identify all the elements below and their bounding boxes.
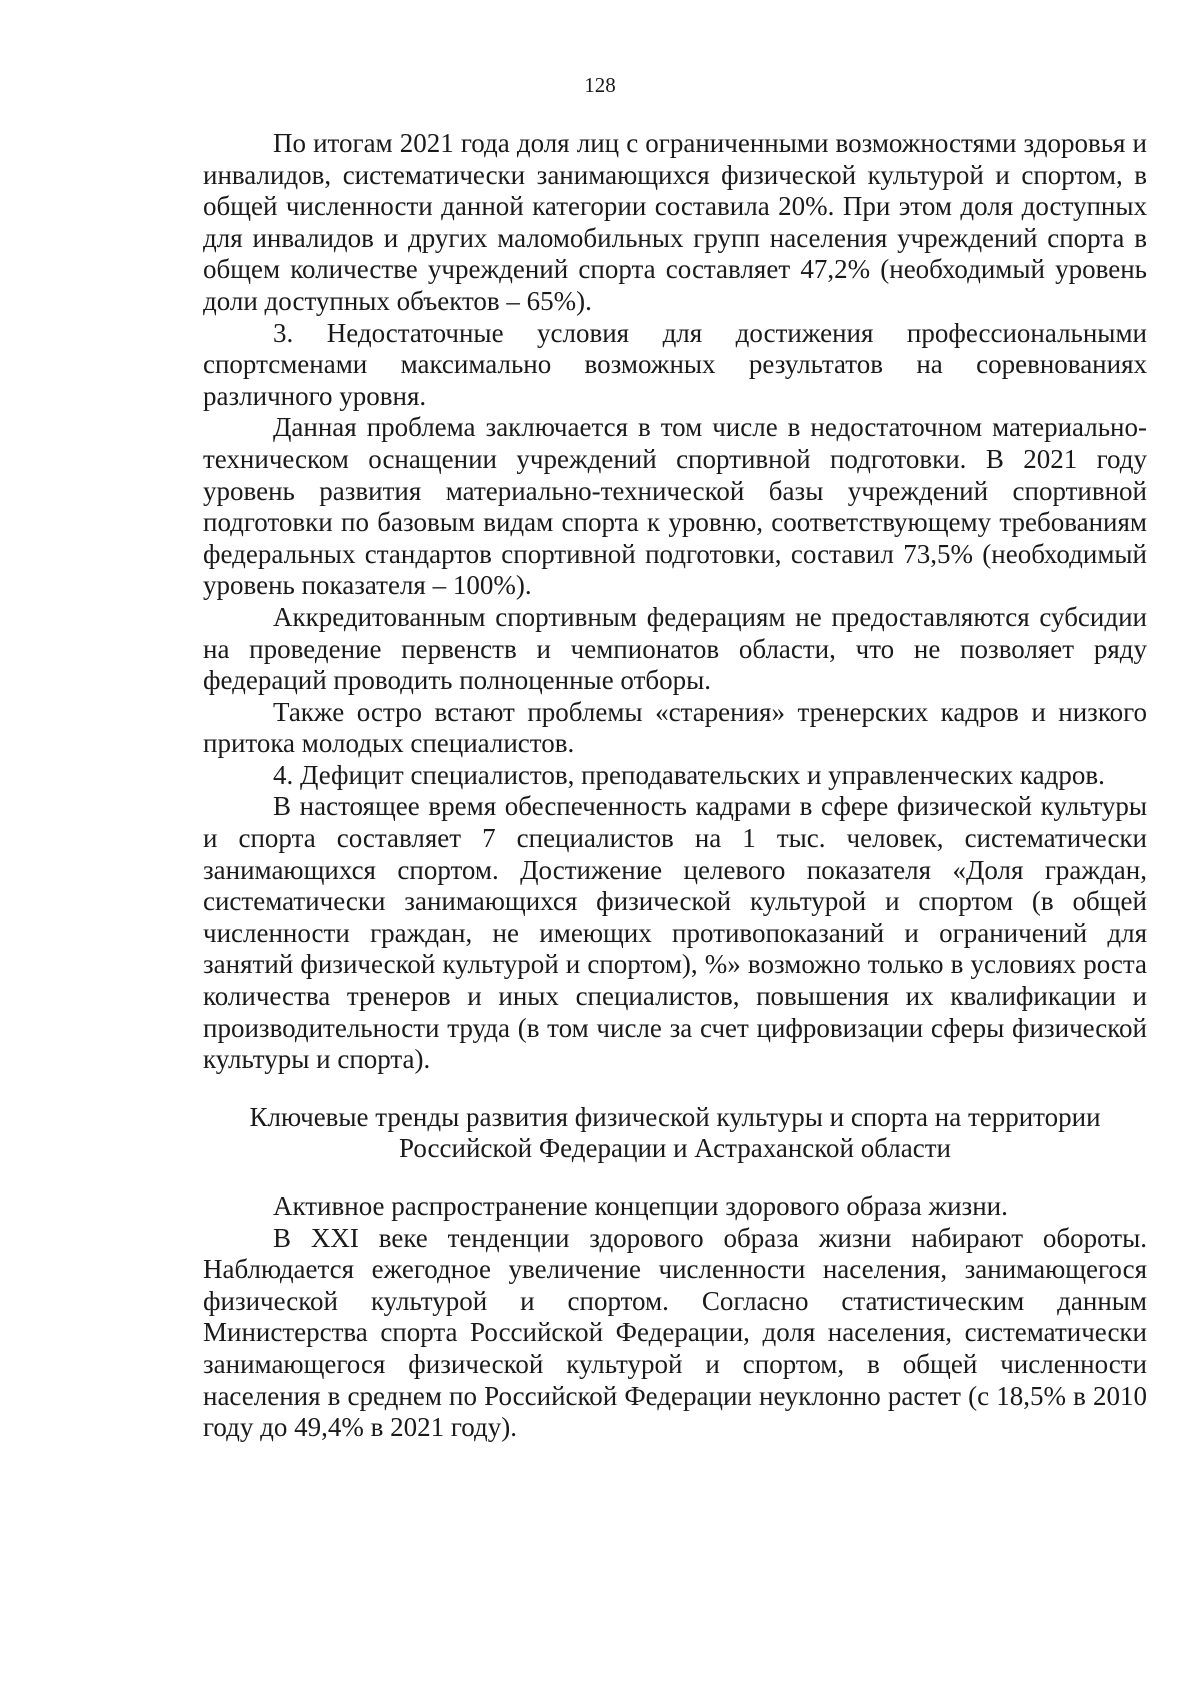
paragraph-healthy-lifestyle-title: Активное распространение концепции здорового образа жизни. <box>273 1191 1008 1221</box>
paragraph-material-base: Данная проблема заключается в том числе в недостаточном материально-техническом оснащении учреждений спортивной подготовки. В 2021 году уровень развития материально-технической базы учреждений спортивной подготовки по базовым видам спорта к уровню, соответствующему требованиям федеральных стандартов спортивной подготовки, составил 73,5% (необходимый уровень показателя – 100%). <box>203 412 1147 601</box>
page-body <box>203 128 1147 1444</box>
section-heading-line-2: Российской Федерации и Астраханской области <box>399 1133 951 1164</box>
paragraph-healthy-lifestyle-trend: В XXI веке тенденции здорового образа жизни набирают обороты. Наблюдается ежегодное увеличение численности населения, занимающегося физической культурой и спортом. Согласно статистическим данным Министерства спорта Российской Федерации, доля населения, систематически занимающегося физической культурой и спортом, в общей численности населения в среднем по Российской Федерации неуклонно растет (с 18,5% в 2010 году до 49,4% в 2021 году). <box>203 1222 1147 1443</box>
section-heading-line-1: Ключевые тренды развития физической культуры и спорта на территории <box>249 1101 1101 1132</box>
paragraph-problem-4: 4. Дефицит специалистов, преподавательских и управленческих кадров. <box>273 759 1105 790</box>
paragraph-staffing: В настоящее время обеспеченность кадрами в сфере физической культуры и спорта составляет 7 специалистов на 1 тыс. человек, систематически занимающихся спортом. Достижение целевого показателя «Доля граждан, систематически занимающихся физической культурой и спортом (в общей численности граждан, не имеющих противопоказаний и ограничений для занятий физической культурой и спортом), %» возможно только в условиях роста количества тренеров и иных специалистов, повышения их квалификации и производительности труда (в том числе за счет цифровизации сферы физической культуры и спорта). <box>203 791 1147 1075</box>
paragraph-problem-3: 3. Недостаточные условия для достижения профессиональными спортсменами максимально возможных результатов на соревнованиях различного уровня. <box>203 317 1147 411</box>
page-number: 128 <box>584 73 616 97</box>
paragraph-disabled-sport-share: По итогам 2021 года доля лиц с ограниченными возможностями здоровья и инвалидов, систематически занимающихся физической культурой и спортом, в общей численности данной категории составила 20%. При этом доля доступных для инвалидов и других маломобильных групп населения учреждений спорта в общем количестве учреждений спорта составляет 47,2% (необходимый уровень доли доступных объектов – 65%). <box>203 128 1147 316</box>
paragraph-coaches-aging: Также остро встают проблемы «старения» тренерских кадров и низкого притока молодых специалистов. <box>203 696 1147 759</box>
section-heading <box>203 1102 1147 1165</box>
paragraph-federations-subsidies: Аккредитованным спортивным федерациям не предоставляются субсидии на проведение первенств и чемпионатов области, что не позволяет ряду федераций проводить полноценные отборы. <box>203 601 1147 696</box>
